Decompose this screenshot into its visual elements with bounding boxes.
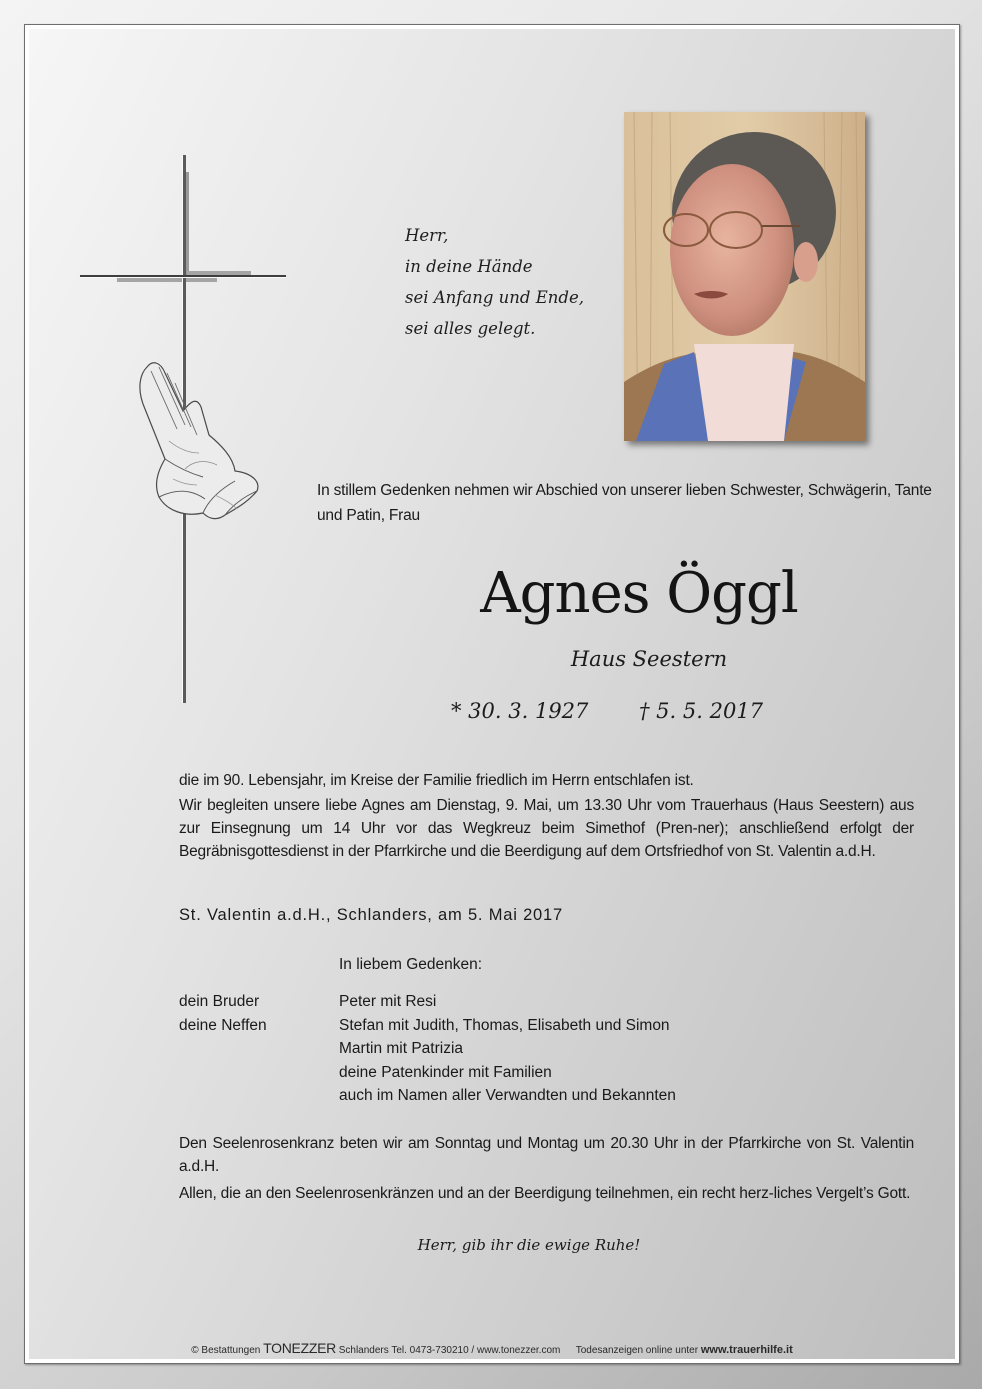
mourner-row (179, 990, 676, 1014)
mourners-title: In liebem Gedenken: (339, 956, 483, 973)
closing-prayer: Herr, gib ihr die ewige Ruhe! (417, 1236, 641, 1254)
mourner-row (179, 1061, 676, 1085)
footer-online-text: Todesanzeigen online unter (575, 1345, 699, 1356)
mourner-names: deine Patenkinder mit Familien (339, 1063, 552, 1081)
mourner-row (179, 1084, 676, 1108)
poem (405, 220, 584, 344)
deceased-house: Haus Seestern (570, 647, 728, 671)
mourner-role: deine Neffen (179, 1016, 267, 1034)
mourner-role (179, 1061, 339, 1085)
mourner-names: Stefan mit Judith, Thomas, Elisabeth und Simon (339, 1016, 670, 1034)
mourner-names: Martin mit Patrizia (339, 1040, 464, 1057)
footer-online-link[interactable]: www.trauerhilfe.it (700, 1344, 793, 1356)
paragraph-rosary: Den Seelenrosenkranz beten wir am Sonntag und Montag um 20.30 Uhr in der Pfarrkirche von St. Valentin a.d.H. (179, 1135, 914, 1175)
intro-text: In stillem Gedenken nehmen wir Abschied von unserer lieben Schwester, Schwägerin, Tante und Patin, Frau (317, 482, 932, 524)
poem-line: sei alles gelegt. (405, 319, 536, 338)
cross-horizontal-shadow (117, 278, 217, 282)
mourner-row (179, 1037, 676, 1061)
mourner-role: dein Bruder (179, 993, 260, 1010)
mourner-role (179, 1084, 339, 1108)
poem-line: sei Anfang und Ende, (405, 288, 584, 307)
deceased-name: Agnes Öggl (480, 561, 798, 626)
footer-contact: Schlanders Tel. 0473-730210 / www.tonezzer.com (338, 1345, 561, 1356)
cross-horizontal-beam (80, 275, 286, 278)
footer (29, 1340, 955, 1356)
obituary-sheet (24, 24, 960, 1364)
mourners-list (179, 990, 676, 1108)
mourner-names: Peter mit Resi (339, 993, 437, 1010)
poem-line: Herr, (405, 226, 449, 245)
footer-copyright: © Bestattungen (191, 1345, 261, 1356)
praying-hands-icon (125, 349, 265, 529)
mourner-role (179, 1037, 339, 1061)
paragraph-thanks: Allen, die an den Seelenrosenkränzen und an der Beerdigung teilnehmen, ein recht herz-liches Vergelt’s Gott. (179, 1185, 911, 1202)
footer-brand: TONEZZER (263, 1340, 336, 1356)
poem-line: in deine Hände (405, 257, 533, 276)
mourner-row (179, 1014, 676, 1038)
place-date: St. Valentin a.d.H., Schlanders, am 5. Mai 2017 (179, 906, 563, 924)
death-date: † 5. 5. 2017 (639, 699, 764, 723)
obituary-content (29, 29, 955, 1359)
portrait-photo (624, 112, 865, 441)
birth-date: * 30. 3. 1927 (451, 699, 589, 723)
paragraph-death: die im 90. Lebensjahr, im Kreise der Familie friedlich im Herrn entschlafen ist. (179, 772, 694, 789)
paragraph-funeral: Wir begleiten unsere liebe Agnes am Dienstag, 9. Mai, um 13.30 Uhr vom Trauerhaus (Haus Seestern) aus zur Einsegnung um 14 Uhr vor das Wegkreuz beim Simethof (Pren-ner); anschließend erfolgt der Begräbnisgottesdienst in der Pfarrkirche und die Beerdigung auf dem Ortsfriedhof von St. Valentin a.d.H. (179, 797, 914, 860)
mourner-names: auch im Namen aller Verwandten und Bekannten (339, 1087, 676, 1104)
